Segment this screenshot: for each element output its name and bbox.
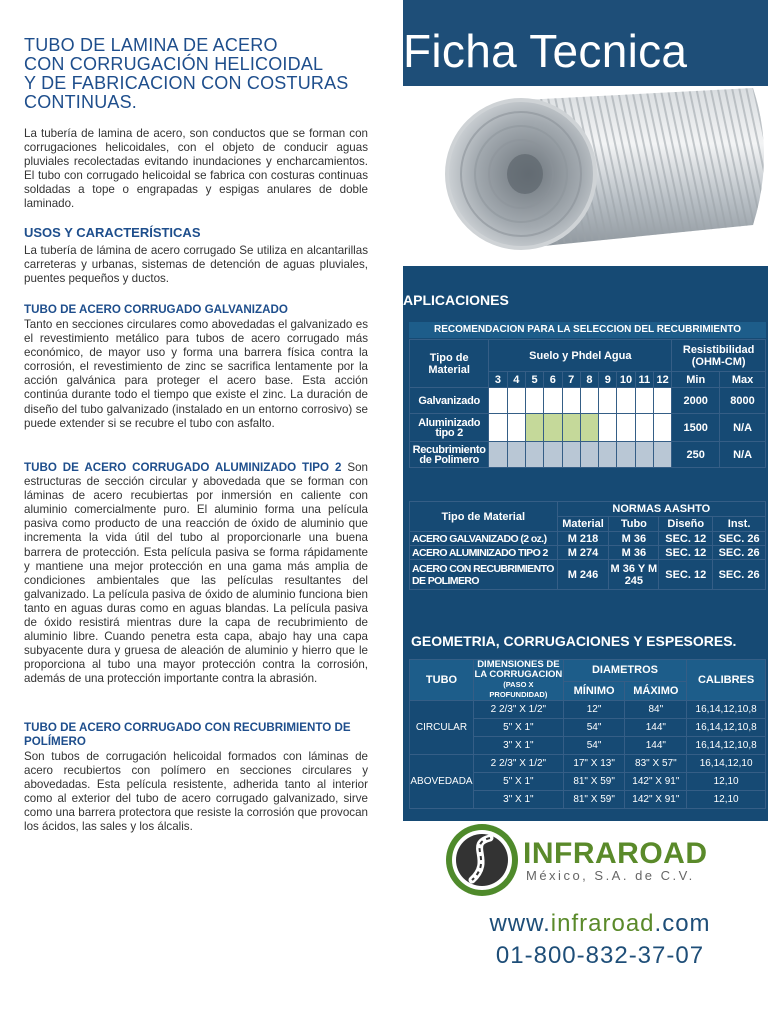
ph-value: 4 bbox=[507, 372, 525, 388]
header-col: Material bbox=[557, 517, 609, 532]
ph-range-cell bbox=[654, 414, 672, 442]
ph-value: 7 bbox=[562, 372, 580, 388]
header-dimensions-title: DIMENSIONES DE LA CORRUGACION bbox=[474, 659, 563, 680]
ph-range-cell bbox=[580, 414, 598, 442]
ph-range-cell bbox=[507, 388, 525, 414]
header-min: Min bbox=[672, 372, 720, 388]
ph-range-cell bbox=[544, 388, 562, 414]
cell: 2 2/3" X 1/2" bbox=[473, 701, 563, 719]
cell: SEC. 12 bbox=[659, 546, 713, 560]
cell: M 218 bbox=[557, 532, 609, 546]
geometry-heading: GEOMETRIA, CORRUGACIONES Y ESPESORES. bbox=[411, 633, 737, 649]
header-material: Tipo de Material bbox=[410, 502, 558, 532]
brand-name: INFRAROAD bbox=[523, 837, 708, 870]
website-link[interactable] bbox=[470, 910, 730, 938]
cell: 81" X 59" bbox=[563, 773, 625, 791]
ficha-title: Ficha Tecnica bbox=[403, 25, 688, 77]
ph-range-cell bbox=[489, 414, 507, 442]
ph-range-cell bbox=[599, 442, 617, 468]
ph-range-cell bbox=[489, 442, 507, 468]
row-label-galvanized: Galvanizado bbox=[410, 388, 489, 414]
aluminized-heading: TUBO DE ACERO CORRUGADO ALUMINIZADO TIPO 2 bbox=[24, 461, 342, 474]
applications-heading: APLICACIONES bbox=[403, 292, 509, 308]
header-diameters: DIAMETROS bbox=[563, 660, 686, 682]
cell: M 36 bbox=[609, 546, 659, 560]
ph-range-cell bbox=[635, 442, 653, 468]
cell: M 274 bbox=[557, 546, 609, 560]
cell: 81" X 59" bbox=[563, 791, 625, 809]
ph-range-cell bbox=[562, 442, 580, 468]
ph-range-cell bbox=[507, 442, 525, 468]
cell: 142" X 91" bbox=[625, 791, 687, 809]
phone-number: 01-800-832-37-07 bbox=[495, 942, 705, 969]
group-abovedada: ABOVEDADA bbox=[410, 755, 474, 809]
ph-range-cell bbox=[544, 442, 562, 468]
website-prefix: www. bbox=[489, 910, 551, 937]
aluminized-text: Son estructuras de sección circular y abovedada que se forman con láminas de acero recubiertas por inmersión en caliente con aluminio comercialmente puro. El aluminio forma una película pasiva como producto de una reacción de óxido de aluminio que incrementa la vida útil del tubo al proporcionarle una buena barrera de protección. Esta película pasiva se forma rápidamente y mantiene una mejor protección en una gama más amplia de condiciones ambientales que las películas resultantes del galvanizado. La película pasiva de óxido de aluminio funciona bien tanto en aguas duras como en aguas blandas. La película pasiva de óxido resistirá mientras dure la capa de recubrimiento de aluminio libre. Cuando penetra esta capa, abajo hay una capa subyacente dura y gruesa de aleación de aluminio y hierro que le proporciona al tubo una mayor protección contra la corrosión, además de una protección importante contra la abrasión. bbox=[24, 461, 368, 686]
cell: 84" bbox=[625, 701, 687, 719]
cell: SEC. 26 bbox=[713, 532, 766, 546]
header-soil-ph: Suelo y Phdel Agua bbox=[489, 340, 672, 372]
cell: SEC. 12 bbox=[659, 560, 713, 590]
aashto-standards-table bbox=[409, 501, 766, 590]
ph-range-cell bbox=[580, 388, 598, 414]
ph-range-cell bbox=[617, 414, 635, 442]
ph-value: 3 bbox=[489, 372, 507, 388]
cell: M 36 Y M 245 bbox=[609, 560, 659, 590]
ph-range-cell bbox=[489, 388, 507, 414]
ph-range-cell bbox=[580, 442, 598, 468]
cell: 2 2/3" X 1/2" bbox=[473, 755, 563, 773]
ph-value: 10 bbox=[617, 372, 635, 388]
website-domain: infraroad bbox=[550, 910, 655, 937]
resistivity-max: N/A bbox=[720, 414, 766, 442]
cell: 16,14,12,10,8 bbox=[687, 701, 766, 719]
cell: 12,10 bbox=[687, 773, 766, 791]
uses-heading: USOS Y CARACTERÍSTICAS bbox=[24, 225, 201, 240]
row-label-polymer: Recubrimiento de Polimero bbox=[410, 442, 489, 468]
ph-range-cell bbox=[599, 414, 617, 442]
cell: 12" bbox=[563, 701, 625, 719]
header-resistivity: Resistibilidad (OHM-CM) bbox=[672, 340, 766, 372]
row-label: ACERO GALVANIZADO (2 oz.) bbox=[410, 532, 558, 546]
cell: M 36 bbox=[609, 532, 659, 546]
ph-range-cell bbox=[544, 414, 562, 442]
row-label-aluminized: Aluminizado tipo 2 bbox=[410, 414, 489, 442]
cell: 144" bbox=[625, 719, 687, 737]
ph-value: 12 bbox=[654, 372, 672, 388]
ph-range-cell bbox=[562, 388, 580, 414]
document-title bbox=[24, 36, 384, 112]
header-tubo: TUBO bbox=[410, 660, 474, 701]
aluminized-paragraph bbox=[24, 461, 368, 687]
cell: 54" bbox=[563, 719, 625, 737]
cell: SEC. 26 bbox=[713, 560, 766, 590]
ph-value: 6 bbox=[544, 372, 562, 388]
resistivity-max: 8000 bbox=[720, 388, 766, 414]
ph-range-cell bbox=[562, 414, 580, 442]
header-aashto: NORMAS AASHTO bbox=[557, 502, 765, 517]
cell: 5" X 1" bbox=[473, 773, 563, 791]
cell: SEC. 12 bbox=[659, 532, 713, 546]
geometry-table bbox=[409, 659, 766, 809]
row-label: ACERO ALUMINIZADO TIPO 2 bbox=[410, 546, 558, 560]
cell: 3" X 1" bbox=[473, 737, 563, 755]
cell: 16,14,12,10,8 bbox=[687, 737, 766, 755]
corrugated-pipe-image bbox=[403, 60, 768, 265]
cell: 5" X 1" bbox=[473, 719, 563, 737]
cell: 17" X 13" bbox=[563, 755, 625, 773]
ph-range-cell bbox=[635, 414, 653, 442]
resistivity-max: N/A bbox=[720, 442, 766, 468]
ph-range-cell bbox=[617, 442, 635, 468]
cell: SEC. 26 bbox=[713, 546, 766, 560]
ph-value: 8 bbox=[580, 372, 598, 388]
uses-paragraph: La tubería de lámina de acero corrugado Se utiliza en alcantarillas carreteras y urbanas, sistemas de detención de aguas pluviales, puentes pequeños y ductos. bbox=[24, 244, 368, 286]
ph-range-cell bbox=[525, 388, 543, 414]
cell: 16,14,12,10 bbox=[687, 755, 766, 773]
row-label: ACERO CON RECUBRIMIENTO DE POLIMERO bbox=[410, 560, 558, 590]
ph-range-cell bbox=[599, 388, 617, 414]
ph-range-cell bbox=[507, 414, 525, 442]
coating-selection-table bbox=[409, 339, 766, 468]
header-calibres: CALIBRES bbox=[687, 660, 766, 701]
ph-range-cell bbox=[654, 388, 672, 414]
infraroad-logo-icon bbox=[444, 822, 520, 898]
ph-range-cell bbox=[525, 442, 543, 468]
group-circular: CIRCULAR bbox=[410, 701, 474, 755]
ph-value: 11 bbox=[635, 372, 653, 388]
header-material: Tipo de Material bbox=[410, 340, 489, 388]
ph-range-cell bbox=[617, 388, 635, 414]
header-dimensions-sub: (PASO X PROFUNDIDAD) bbox=[489, 680, 548, 699]
header-col: Diseño bbox=[659, 517, 713, 532]
header-dimensions bbox=[473, 660, 563, 701]
coating-table-caption: RECOMENDACION PARA LA SELECCION DEL RECUBRIMIENTO bbox=[409, 322, 766, 338]
title-line: CON CORRUGACIÓN HELICOIDAL bbox=[24, 54, 324, 74]
polymer-heading: TUBO DE ACERO CORRUGADO CON RECUBRIMIENTO DE POLÍMERO bbox=[24, 721, 351, 748]
galvanized-paragraph: Tanto en secciones circulares como abovedadas el galvanizado es el revestimiento metálico para tubos de acero corrugado más económico, de mayor uso y forma una barrera física contra la corrosión, el revestimiento de zinc se sacrifica lentamente por la acción galvánica para proteger el acero base. Esta acción continúa durante todo el tiempo que existe el zinc. La duración de diseño del tubo galvanizado (instalado en un entorno corrosivo) se puede extender si se recubre el tubo con asfalto. bbox=[24, 318, 368, 430]
header-col: Tubo bbox=[609, 517, 659, 532]
title-line: CONTINUAS. bbox=[24, 92, 138, 112]
galvanized-heading: TUBO DE ACERO CORRUGADO GALVANIZADO bbox=[24, 303, 288, 316]
resistivity-min: 2000 bbox=[672, 388, 720, 414]
ph-value: 9 bbox=[599, 372, 617, 388]
cell: 16,14,12,10,8 bbox=[687, 719, 766, 737]
header-col: Inst. bbox=[713, 517, 766, 532]
cell: 83" X 57" bbox=[625, 755, 687, 773]
cell: 142" X 91" bbox=[625, 773, 687, 791]
cell: 12,10 bbox=[687, 791, 766, 809]
ph-value: 5 bbox=[525, 372, 543, 388]
cell: 54" bbox=[563, 737, 625, 755]
resistivity-min: 250 bbox=[672, 442, 720, 468]
cell: 144" bbox=[625, 737, 687, 755]
cell: M 246 bbox=[557, 560, 609, 590]
header-max: Max bbox=[720, 372, 766, 388]
brand-subtitle: México, S.A. de C.V. bbox=[526, 868, 695, 883]
website-suffix: .com bbox=[654, 910, 711, 937]
cell: 3" X 1" bbox=[473, 791, 563, 809]
polymer-paragraph: Son tubos de corrugación helicoidal formados con láminas de acero recubiertos con polímero en secciones circulares y abovedadas. Esta película resistente, adherida tanto al interior como al exterior del tubo de acero corrugado galvanizado, sirve como una barrera protectora que resiste la corrosión que provocan los ácidos, las sales y los álcalis. bbox=[24, 750, 368, 834]
ph-range-cell bbox=[654, 442, 672, 468]
header-min: MÍNIMO bbox=[563, 681, 625, 700]
title-line: Y DE FABRICACION CON COSTURAS bbox=[24, 73, 349, 93]
resistivity-min: 1500 bbox=[672, 414, 720, 442]
ph-range-cell bbox=[525, 414, 543, 442]
header-max: MÁXIMO bbox=[625, 681, 687, 700]
ph-range-cell bbox=[635, 388, 653, 414]
intro-paragraph: La tubería de lamina de acero, son conductos que se forman con corrugaciones helicoidales, con el objeto de conducir aguas pluviales recolectadas evitando inundaciones y encharcamientos. El tubo con corrugado helicoidal se fabrica con costuras continuas soldadas a tope o engrapadas y espigas anulares de doble laminado. bbox=[24, 127, 368, 211]
title-line: TUBO DE LAMINA DE ACERO bbox=[24, 35, 278, 55]
